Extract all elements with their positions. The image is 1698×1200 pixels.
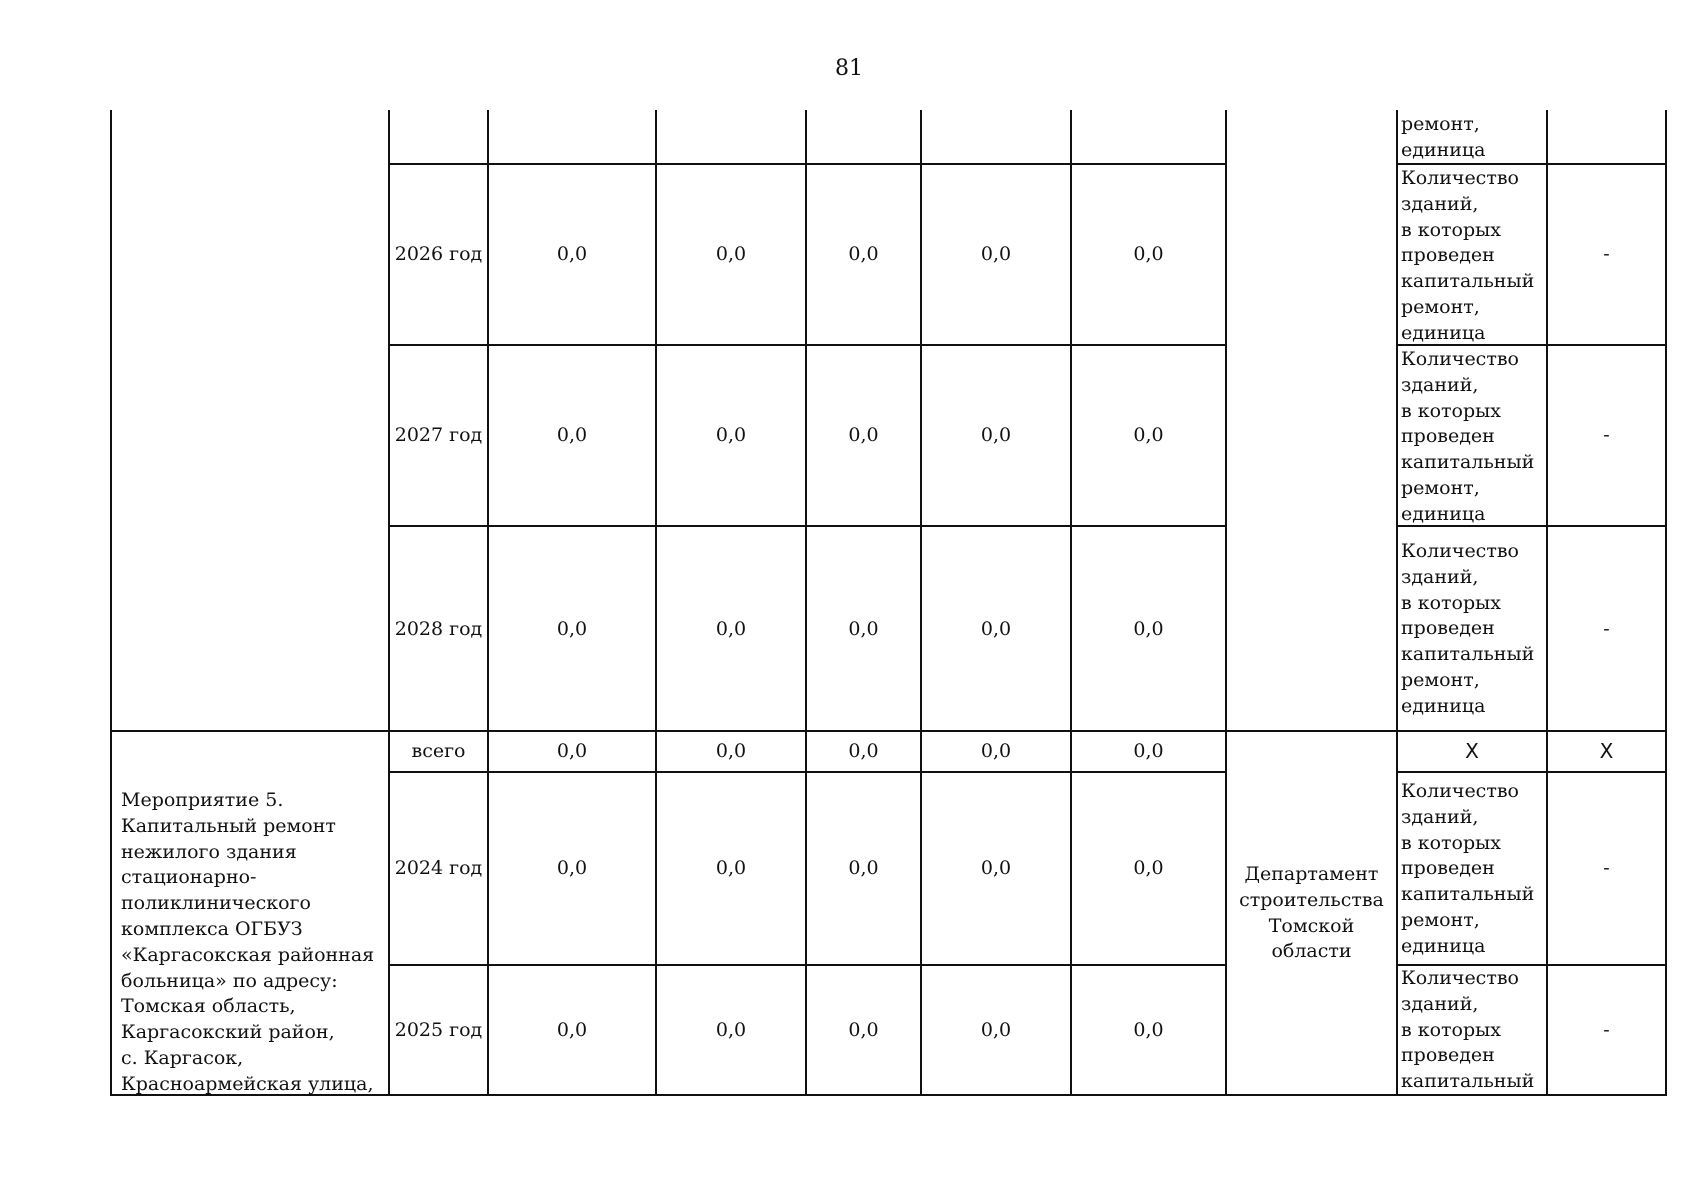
table-line	[389, 525, 1226, 527]
table-line	[1397, 771, 1667, 773]
table-line	[110, 110, 112, 1096]
value-cell: 0,0	[1133, 857, 1164, 879]
value-cell: 0,0	[980, 857, 1012, 879]
value-cell: 0,0	[556, 424, 588, 446]
year-cell: 2028 год	[394, 618, 483, 640]
value-cell: 0,0	[848, 243, 879, 265]
year-cell: 2026 год	[394, 243, 483, 265]
indicator-cell: ремонт, единица	[1401, 113, 1486, 161]
indicator-value-cell: -	[1603, 243, 1610, 265]
indicator-cell: Количество зданий, в которых проведен капитальный ремонт, единица	[1401, 348, 1535, 525]
indicator-value-cell: -	[1603, 857, 1610, 879]
value-cell: 0,0	[848, 424, 879, 446]
page-number: 81	[835, 56, 863, 81]
table-line	[389, 344, 1226, 346]
value-cell: 0,0	[556, 1019, 588, 1041]
value-cell: 0,0	[715, 1019, 747, 1041]
value-cell: 0,0	[556, 857, 588, 879]
measure-title-cell: Мероприятие 5. Капитальный ремонт нежилого здания стационарно- поликлинического комплекса ОГБУЗ «Каргасокская районная больница» по адресу: Томская область, Каргасокский район, с. Каргасок, Красноармейская улица,	[121, 789, 375, 1095]
value-cell: 0,0	[1133, 740, 1164, 762]
indicator-cell: X	[1465, 739, 1479, 763]
value-cell: 0,0	[1133, 424, 1164, 446]
indicator-cell: Количество зданий, в которых проведен капитальный ремонт, единица	[1401, 167, 1535, 344]
value-cell: 0,0	[1133, 618, 1164, 640]
value-cell: 0,0	[980, 243, 1012, 265]
table-line	[389, 163, 1226, 165]
table-line	[110, 730, 1667, 732]
table-line	[1396, 110, 1398, 1096]
year-cell: всего	[411, 740, 466, 762]
value-cell: 0,0	[1133, 243, 1164, 265]
value-cell: 0,0	[980, 618, 1012, 640]
value-cell: 0,0	[556, 243, 588, 265]
indicator-value-cell: -	[1603, 1019, 1610, 1041]
indicator-cell: Количество зданий, в которых проведен капитальный	[1401, 967, 1535, 1093]
table-line	[1665, 110, 1667, 1096]
year-cell: 2025 год	[394, 1019, 483, 1041]
executor-cell: Департамент строительства Томской области	[1239, 863, 1384, 963]
value-cell: 0,0	[980, 1019, 1012, 1041]
value-cell: 0,0	[715, 857, 747, 879]
value-cell: 0,0	[848, 1019, 879, 1041]
value-cell: 0,0	[556, 618, 588, 640]
indicator-cell: Количество зданий, в которых проведен капитальный ремонт, единица	[1401, 780, 1535, 957]
indicator-value-cell: -	[1603, 618, 1610, 640]
value-cell: 0,0	[848, 740, 879, 762]
value-cell: 0,0	[980, 424, 1012, 446]
indicator-cell: Количество зданий, в которых проведен капитальный ремонт, единица	[1401, 540, 1535, 717]
value-cell: 0,0	[848, 618, 879, 640]
table-line	[389, 771, 1226, 773]
value-cell: 0,0	[715, 618, 747, 640]
value-cell: 0,0	[980, 740, 1012, 762]
indicator-value-cell: -	[1603, 424, 1610, 446]
table-line	[389, 964, 1226, 966]
value-cell: 0,0	[715, 243, 747, 265]
indicator-value-cell: X	[1599, 739, 1614, 763]
year-cell: 2027 год	[394, 424, 483, 446]
value-cell: 0,0	[715, 424, 747, 446]
value-cell: 0,0	[556, 740, 588, 762]
value-cell: 0,0	[1133, 1019, 1164, 1041]
value-cell: 0,0	[715, 740, 747, 762]
value-cell: 0,0	[848, 857, 879, 879]
year-cell: 2024 год	[394, 857, 483, 879]
